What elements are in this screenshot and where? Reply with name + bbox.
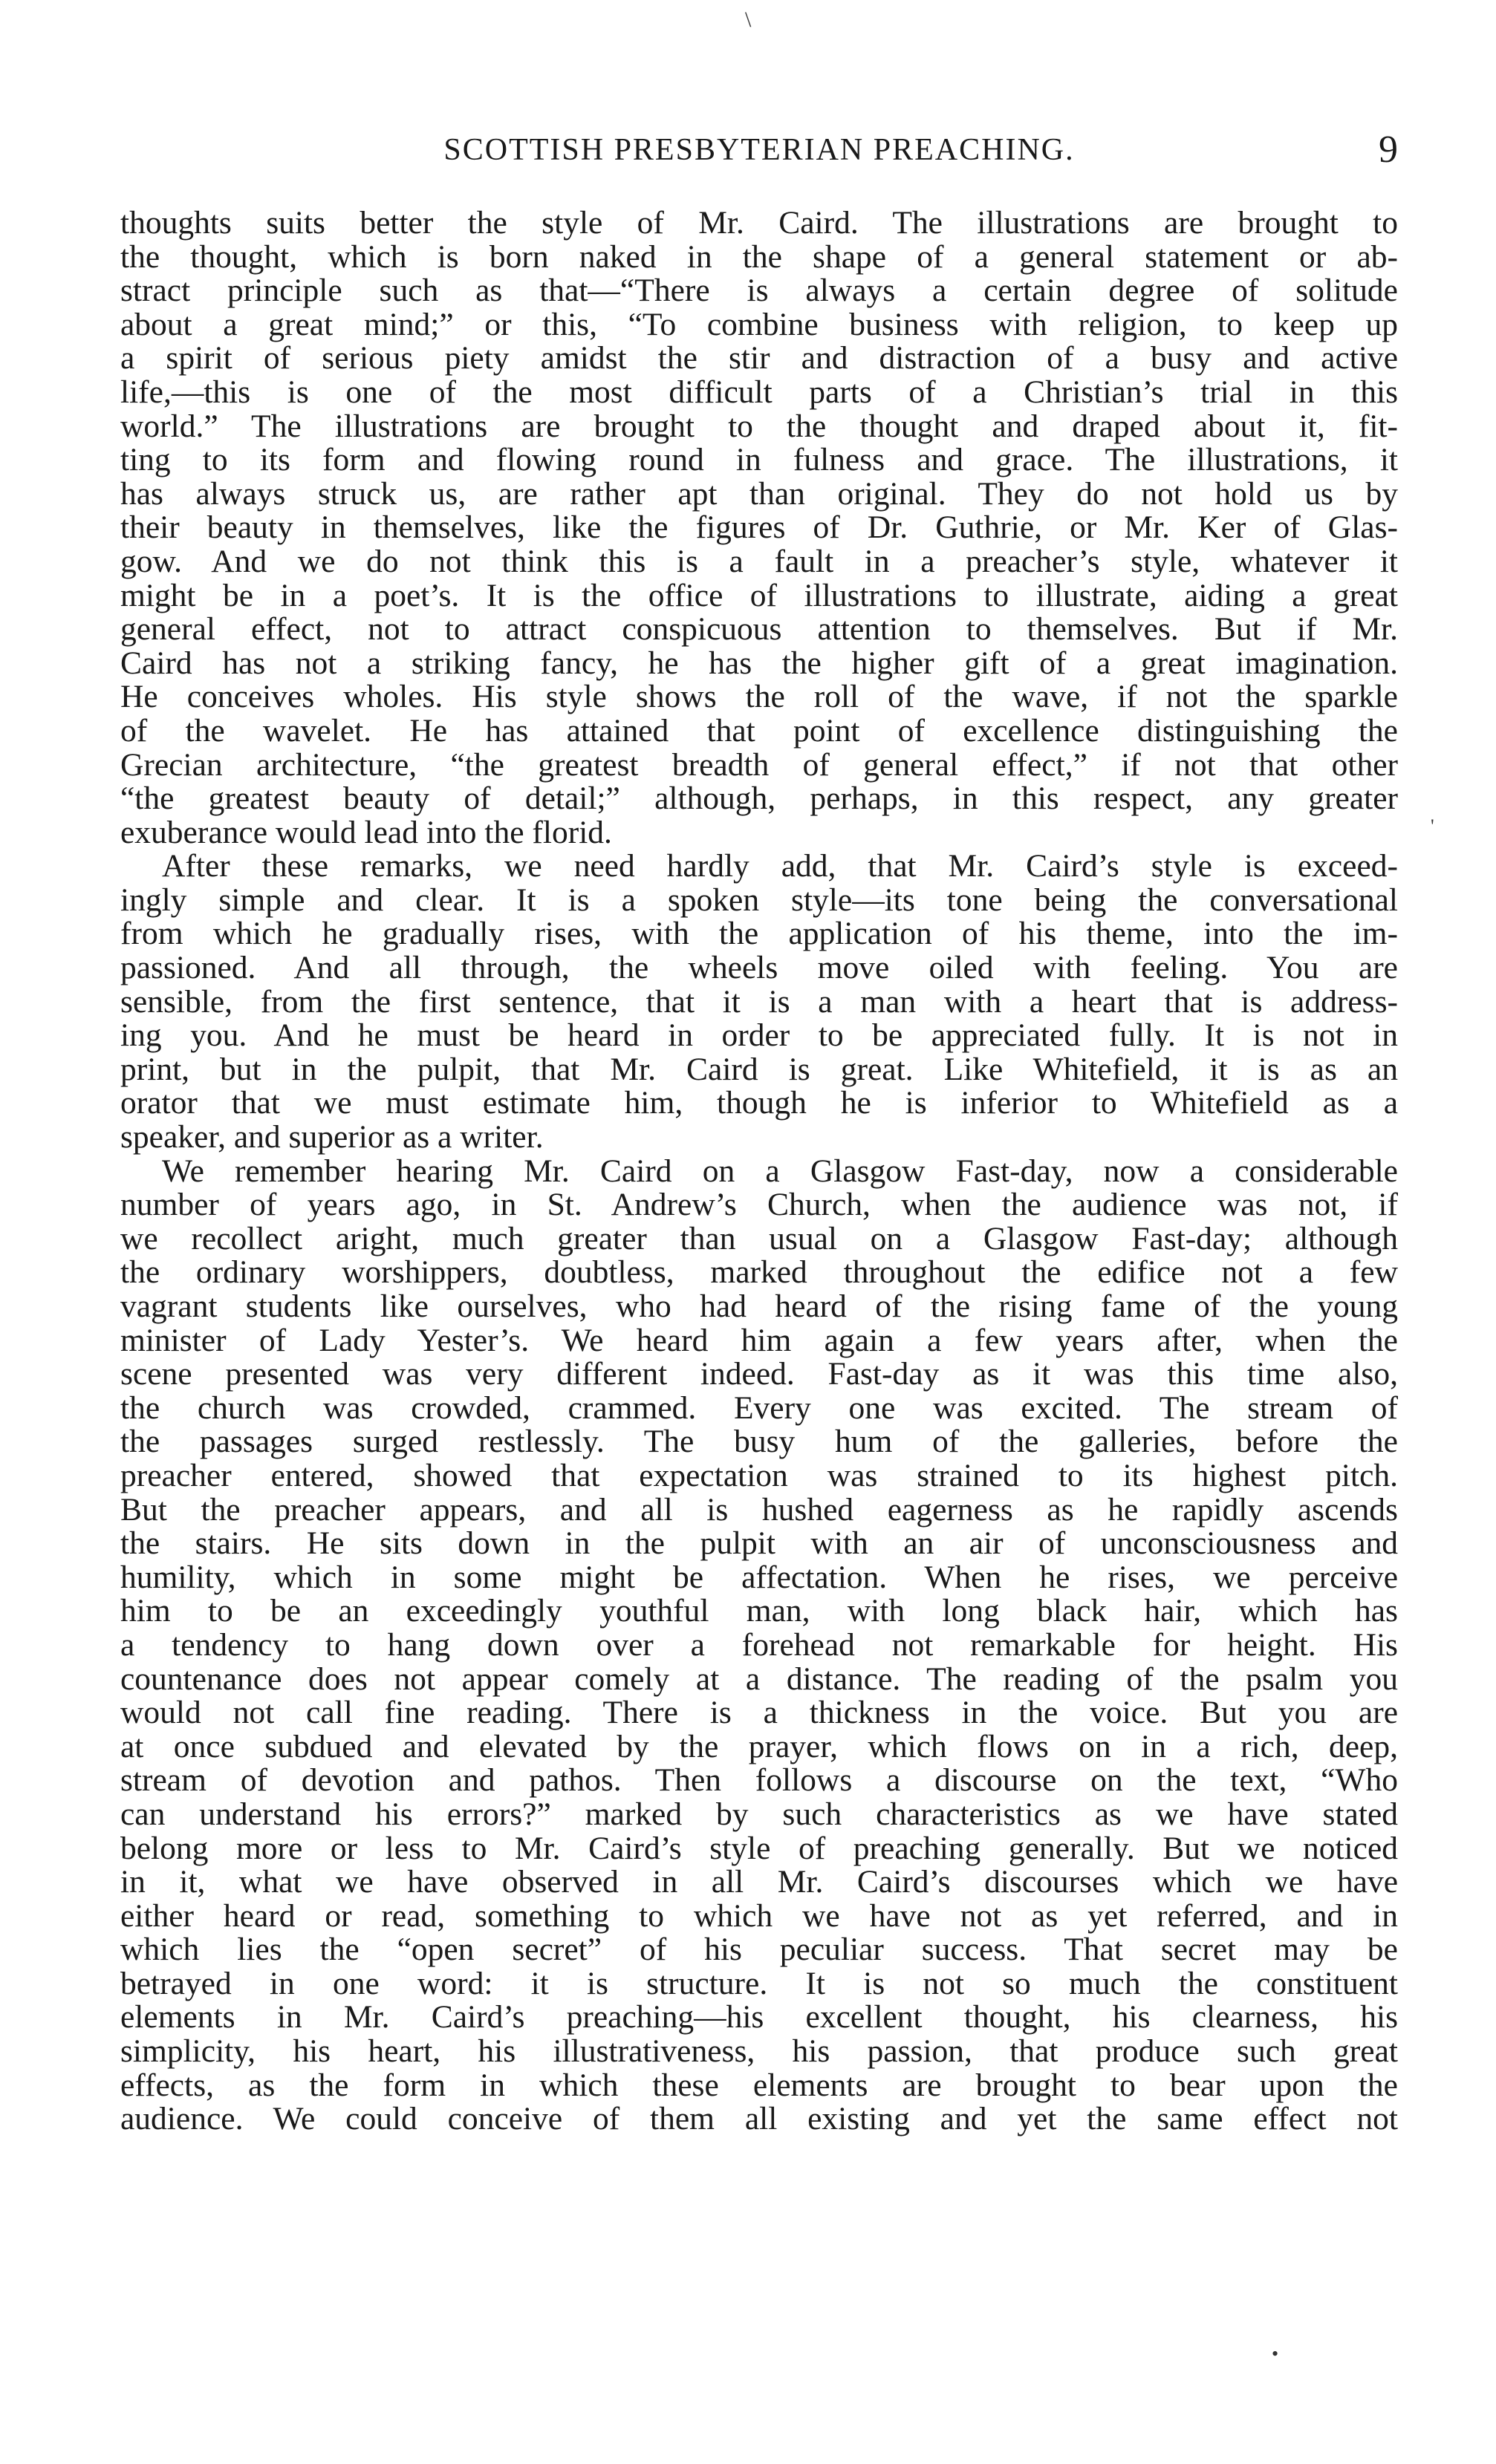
text-line: at once subdued and elevated by the prayer, which flows on in a rich, deep, (120, 1728, 1398, 1764)
text-line: exuberance would lead into the florid. (120, 814, 612, 850)
text-line: stream of devotion and pathos. Then follows a discourse on the text, “Who (120, 1762, 1398, 1799)
page-header (120, 128, 1398, 177)
text-line: the church was crowded, crammed. Every one was excited. The stream of (120, 1389, 1398, 1426)
stray-mark-margin: ' (1431, 815, 1434, 837)
text-line: thoughts suits better the style of Mr. Caird. The illustrations are brought to (120, 205, 1398, 241)
page-number: 9 (1379, 128, 1398, 171)
text-line: number of years ago, in St. Andrew’s Church, when the audience was not, if (120, 1187, 1398, 1223)
text-line: minister of Lady Yester’s. We heard him again a few years after, when the (120, 1322, 1398, 1358)
text-line: countenance does not appear comely at a distance. The reading of the psalm you (120, 1660, 1398, 1697)
stray-mark-top: \ (745, 7, 752, 32)
text-line: scene presented was very different indeed. Fast-day as it was this time also, (120, 1356, 1398, 1392)
text-line: simplicity, his heart, his illustrativeness, his passion, that produce such great (120, 2033, 1398, 2070)
text-line: a tendency to hang down over a forehead not remarkable for height. His (120, 1626, 1398, 1663)
text-line: a spirit of serious piety amidst the stir and distraction of a busy and active (120, 340, 1398, 377)
text-line: might be in a poet’s. It is the office of illustrations to illustrate, aiding a great (120, 577, 1398, 613)
text-line: After these remarks, we need hardly add, that Mr. Caird’s style is exceed- (162, 848, 1398, 884)
text-line: Grecian architecture, “the greatest breadth of general effect,” if not that other (120, 746, 1398, 783)
text-line: the stairs. He sits down in the pulpit with an air of unconsciousness and (120, 1525, 1398, 1562)
text-line: about a great mind;” or this, “To combine business with religion, to keep up (120, 306, 1398, 342)
text-line: the thought, which is born naked in the shape of a general statement or ab- (120, 238, 1398, 275)
text-line: would not call fine reading. There is a thickness in the voice. But you are (120, 1695, 1398, 1731)
text-line: print, but in the pulpit, that Mr. Caird is great. Like Whitefield, it is as an (120, 1051, 1398, 1087)
text-line: life,—this is one of the most difficult parts of a Christian’s trial in this (120, 374, 1398, 410)
text-line: him to be an exceedingly youthful man, with long black hair, which has (120, 1593, 1398, 1629)
text-line: which lies the “open secret” of his peculiar success. That secret may be (120, 1932, 1398, 1968)
text-line: has always struck us, are rather apt than original. They do not hold us by (120, 475, 1398, 512)
text-line: from which he gradually rises, with the application of his theme, into the im- (120, 916, 1398, 952)
text-line: ing you. And he must be heard in order to be appreciated fully. It is not in (120, 1017, 1398, 1054)
text-line: audience. We could conceive of them all existing and yet the same effect not (120, 2101, 1398, 2137)
text-line: We remember hearing Mr. Caird on a Glasgow Fast-day, now a considerable (162, 1153, 1398, 1189)
text-line: speaker, and superior as a writer. (120, 1119, 544, 1156)
text-line: of the wavelet. He has attained that point of excellence distinguishing the (120, 712, 1398, 749)
text-line: vagrant students like ourselves, who had heard of the rising fame of the young (120, 1288, 1398, 1324)
text-line: their beauty in themselves, like the figures of Dr. Guthrie, or Mr. Ker of Glas- (120, 509, 1398, 546)
text-line: betrayed in one word: it is structure. It is not so much the constituent (120, 1965, 1398, 2001)
text-line: the passages surged restlessly. The busy hum of the galleries, before the (120, 1424, 1398, 1460)
text-line: ting to its form and flowing round in fulness and grace. The illustrations, it (120, 442, 1398, 478)
text-line: gow. And we do not think this is a fault in a preacher’s style, whatever it (120, 543, 1398, 579)
text-line: ingly simple and clear. It is a spoken style—its tone being the conversational (120, 881, 1398, 918)
text-line: Caird has not a striking fancy, he has the higher gift of a great imagination. (120, 645, 1398, 681)
text-line: belong more or less to Mr. Caird’s style of preaching generally. But we noticed (120, 1830, 1398, 1866)
text-line: can understand his errors?” marked by such characteristics as we have stated (120, 1796, 1398, 1832)
text-line: passioned. And all through, the wheels move oiled with feeling. You are (120, 950, 1398, 986)
text-line: in it, what we have observed in all Mr. Caird’s discourses which we have (120, 1864, 1398, 1900)
text-line: humility, which in some might be affectation. When he rises, we perceive (120, 1559, 1398, 1595)
text-line: either heard or read, something to which we have not as yet referred, and in (120, 1897, 1398, 1934)
text-line: But the preacher appears, and all is hushed eagerness as he rapidly ascends (120, 1491, 1398, 1528)
stray-mark-bottom: • (1272, 2343, 1279, 2364)
running-head: SCOTTISH PRESBYTERIAN PREACHING. (443, 133, 1075, 167)
text-line: the ordinary worshippers, doubtless, marked throughout the edifice not a few (120, 1254, 1398, 1291)
text-line: we recollect aright, much greater than usual on a Glasgow Fast-day; although (120, 1220, 1398, 1257)
text-line: effects, as the form in which these elements are brought to bear upon the (120, 2067, 1398, 2103)
text-line: He conceives wholes. His style shows the roll of the wave, if not the sparkle (120, 679, 1398, 715)
text-line: sensible, from the first sentence, that it is a man with a heart that is address- (120, 983, 1398, 1020)
text-line: preacher entered, showed that expectation was strained to its highest pitch. (120, 1457, 1398, 1493)
text-line: world.” The illustrations are brought to the thought and draped about it, fit- (120, 408, 1398, 444)
text-line: “the greatest beauty of detail;” although, perhaps, in this respect, any greater (120, 780, 1398, 817)
body-text (120, 206, 1398, 2137)
text-line: elements in Mr. Caird’s preaching—his excellent thought, his clearness, his (120, 1999, 1398, 2036)
text-line: stract principle such as that—“There is always a certain degree of solitude (120, 273, 1398, 309)
text-line: general effect, not to attract conspicuous attention to themselves. But if Mr. (120, 611, 1398, 648)
text-line: orator that we must estimate him, though he is inferior to Whitefield as a (120, 1085, 1398, 1121)
